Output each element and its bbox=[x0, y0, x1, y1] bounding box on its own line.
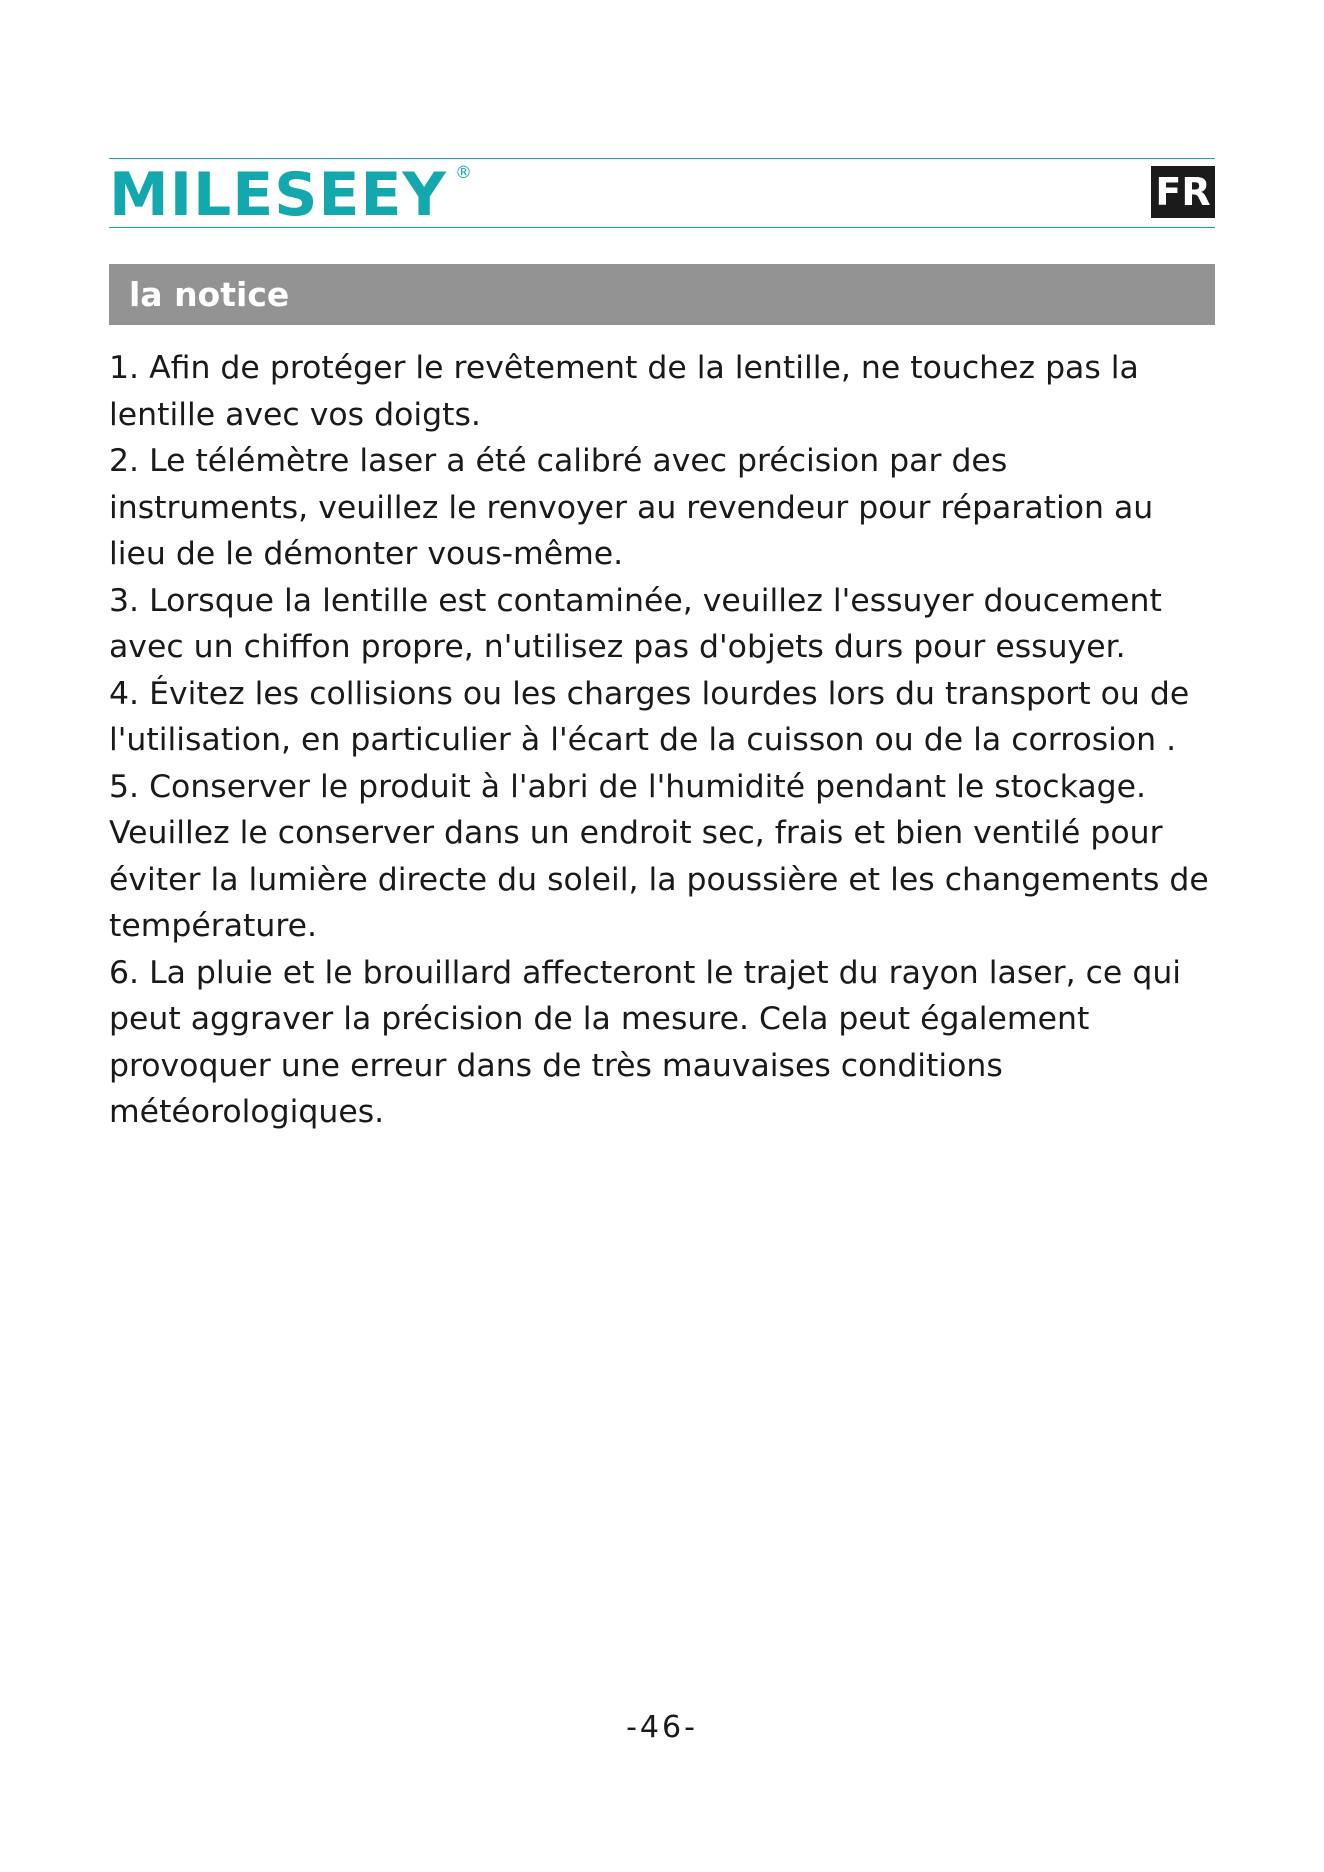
language-badge: FR bbox=[1151, 166, 1215, 218]
page-header bbox=[109, 158, 1215, 228]
brand-logo: MILESEEY bbox=[109, 160, 447, 230]
notice-item-2: 2. Le télémètre laser a été calibré avec précision par des instruments, veuillez le renvoyer au revendeur pour réparation au lieu de le démonter vous-même. bbox=[109, 443, 1154, 572]
registered-mark: ® bbox=[455, 163, 472, 183]
section-title: la notice bbox=[129, 275, 290, 314]
page-number: -46- bbox=[626, 1710, 698, 1745]
notice-item-4: 4. Évitez les collisions ou les charges lourdes lors du transport ou de l'utilisation, en particulier à l'écart de la cuisson ou de la corrosion . bbox=[109, 675, 1190, 758]
notice-item-6: 6. La pluie et le brouillard affecteront le trajet du rayon laser, ce qui peut aggraver la précision de la mesure. Cela peut également provoquer une erreur dans de très mauvaises conditions météorologiques. bbox=[109, 954, 1182, 1130]
notice-content bbox=[109, 345, 1215, 1136]
notice-item-1: 1. Afin de protéger le revêtement de la lentille, ne touchez pas la lentille avec vos doigts. bbox=[109, 350, 1139, 433]
notice-item-3: 3. Lorsque la lentille est contaminée, veuillez l'essuyer doucement avec un chiffon propre, n'utilisez pas d'objets durs pour essuyer. bbox=[109, 582, 1162, 665]
notice-item-5: 5. Conserver le produit à l'abri de l'humidité pendant le stockage. Veuillez le conserver dans un endroit sec, frais et bien ventilé pour éviter la lumière directe du soleil, la poussière et les changements de température. bbox=[109, 768, 1209, 944]
section-header bbox=[109, 264, 1215, 325]
